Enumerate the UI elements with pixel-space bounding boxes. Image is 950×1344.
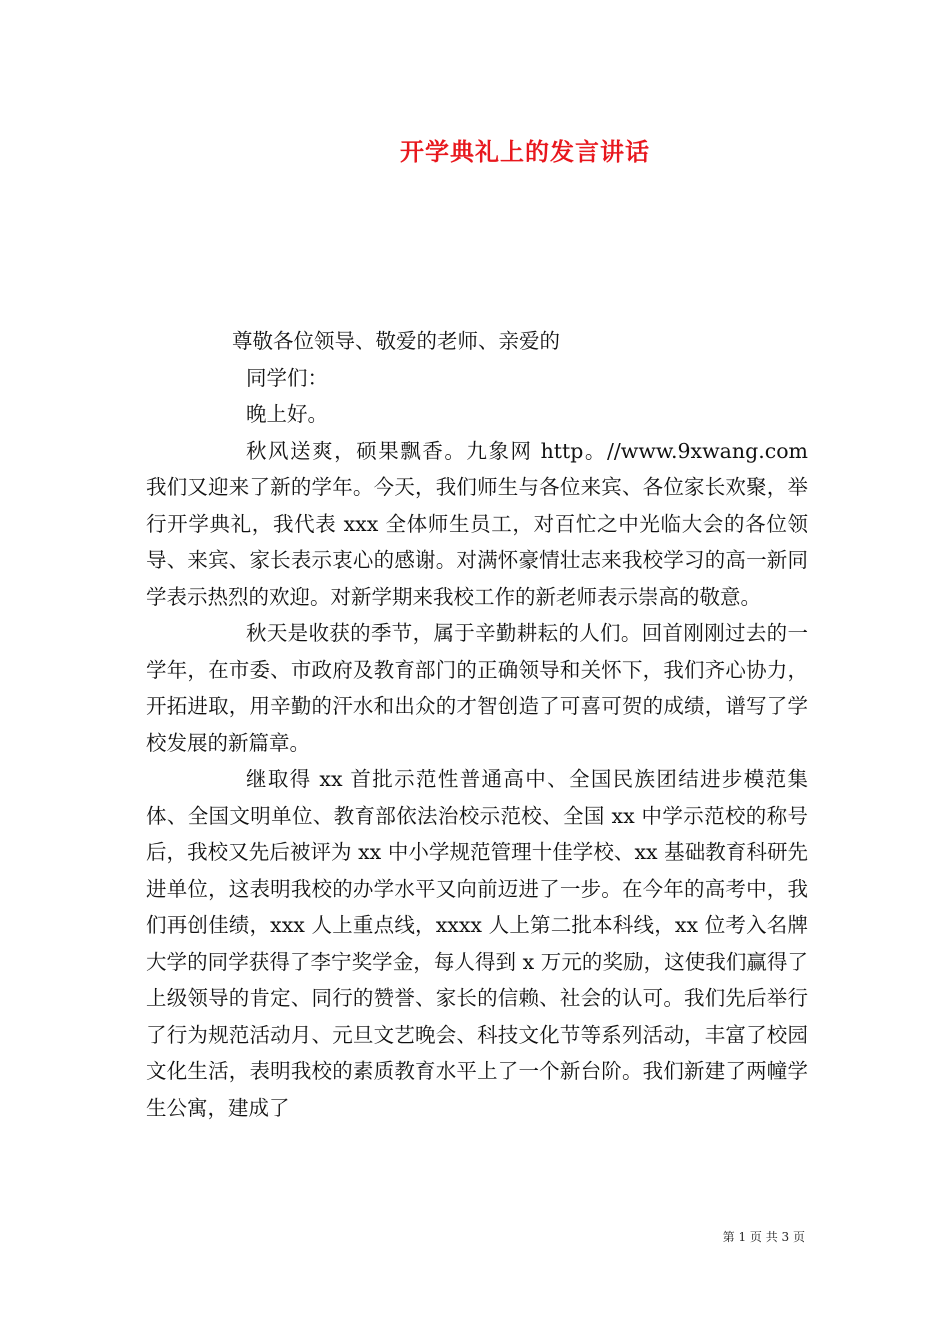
- paragraph-3: 继取得 xx 首批示范性普通高中、全国民族团结进步模范集体、全国文明单位、教育部依法治校示范校、全国 xx 中学示范校的称号后，我校又先后被评为 xx 中小学规范管理十佳学校、xx 基础教育科研先进单位，这表明我校的办学水平又向前迈进了一步。在今年的高考中，我们再创佳绩，xxx 人上重点线，xxxx 人上第二批本科线，xx 位考入名牌大学的同学获得了李宁奖学金，每人得到 x 万元的奖励，这使我们赢得了上级领导的肯定、同行的赞誉、家长的信赖、社会的认可。我们先后举行了行为规范活动月、元旦文艺晚会、科技文化节等系列活动，丰富了校园文化生活，表明我校的素质教育水平上了一个新台阶。我们新建了两幢学生公寓，建成了: [146, 767, 808, 1120]
- paragraph-2: 秋天是收获的季节，属于辛勤耕耘的人们。回首刚刚过去的一学年，在市委、市政府及教育部门的正确领导和关怀下，我们齐心协力，开拓进取，用辛勤的汗水和出众的才智创造了可喜可贺的成绩，谱写了学校发展的新篇章。: [146, 621, 808, 755]
- paragraph-1: 秋风送爽，硕果飘香。九象网 http。//www.9xwang.com 我们又迎来了新的学年。今天，我们师生与各位来宾、各位家长欢聚，举行开学典礼，我代表 xxx 全体师生员工，对百忙之中光临大会的各位领导、来宾、家长表示衷心的感谢。对满怀豪情壮志来我校学习的高一新同学表示热烈的欢迎。对新学期来我校工作的新老师表示崇高的敬意。: [146, 438, 808, 609]
- greeting-line-1: 尊敬各位领导、敬爱的老师、亲爱的: [232, 329, 560, 353]
- greeting-line-3: 晚上好。: [246, 402, 328, 426]
- page-footer: 第 1 页 共 3 页: [722, 1230, 805, 1244]
- greeting-line-2: 同学们：: [246, 365, 328, 390]
- document-title: 开学典礼上的发言讲话: [400, 137, 650, 166]
- document-body: [146, 323, 808, 1126]
